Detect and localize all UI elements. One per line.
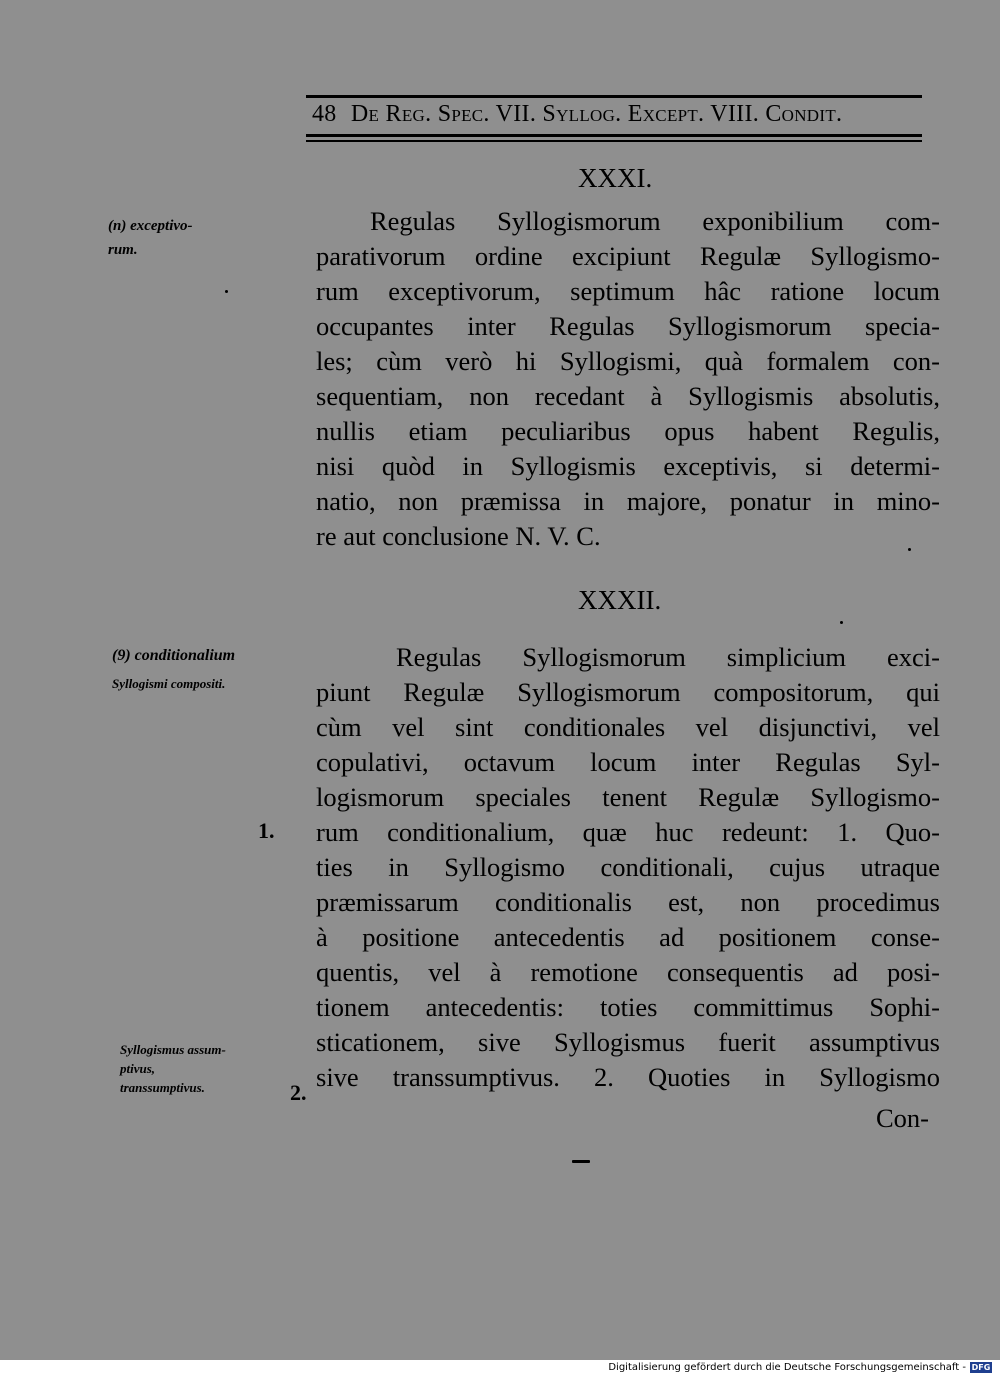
text-line: sticationem, sive Syllogismus fuerit assumptivus [316, 1027, 940, 1057]
margin-number-1: 1. [258, 818, 275, 843]
text-line: sequentiam, non recedant à Syllogismis absolutis, [316, 381, 940, 411]
header-rule-bottom-2 [306, 140, 922, 142]
ink-speck [840, 621, 843, 624]
margin-note-assumptivus [120, 1040, 226, 1097]
margin-note-line: (9) conditionalium [112, 647, 236, 664]
margin-note-line: transsumptivus. [120, 1080, 205, 1095]
text-line: natio, non præmissa in majore, ponatur in mino- [316, 486, 940, 516]
margin-note-line: ptivus, [120, 1061, 156, 1076]
text-line: logismorum speciales tenent Regulæ Syllogismo- [316, 782, 940, 812]
text-line: parativorum ordine excipiunt Regulæ Syllogismo- [316, 241, 940, 271]
text-line: rum conditionalium, quæ huc redeunt: 1. Quo- [316, 817, 940, 847]
margin-note-line: (n) exceptivo- [108, 218, 193, 234]
ink-speck [572, 1160, 590, 1163]
text-line: sive transsumptivus. 2. Quoties in Syllogismo [316, 1062, 940, 1092]
text-line: copulativi, octavum locum inter Regulas Syl- [316, 747, 940, 777]
text-line: ties in Syllogismo conditionali, cujus utraque [316, 852, 940, 882]
catchword: Con- [876, 1103, 929, 1133]
header-rule-bottom [306, 134, 922, 137]
text-line: cùm vel sint conditionales vel disjunctivi, vel [316, 712, 940, 742]
margin-number-2: 2. [290, 1080, 307, 1105]
ink-speck [908, 548, 911, 551]
page-number: 48 [312, 101, 337, 127]
paragraph-xxxii [316, 640, 940, 1095]
text-line: à positione antecedentis ad positionem conse- [316, 922, 940, 952]
header-rule-top [306, 95, 922, 98]
section-heading-xxxi: XXXI. [578, 163, 653, 193]
paragraph-xxxi [316, 204, 940, 554]
text-line: præmissarum conditionalis est, non procedimus [316, 887, 940, 917]
margin-note-exceptivorum [108, 217, 193, 259]
text-line: quentis, vel à remotione consequentis ad posi- [316, 957, 940, 987]
digitization-credit: Digitalisierung gefördert durch die Deutsche Forschungsgemeinschaft - [608, 1362, 966, 1373]
section-heading-xxxii: XXXII. [578, 585, 662, 615]
text-line: nullis etiam peculiaribus opus habent Regulis, [316, 416, 940, 446]
text-line: occupantes inter Regulas Syllogismorum specia- [316, 311, 940, 341]
margin-note-line: rum. [108, 242, 138, 258]
margin-note-conditionalium [112, 647, 235, 693]
text-line: les; cùm verò hi Syllogismi, quà formalem con- [316, 346, 940, 376]
running-header [312, 101, 922, 128]
ink-speck [225, 290, 228, 293]
text-line: Regulas Syllogismorum simplicium exci- [396, 642, 940, 672]
margin-note-line: Syllogismus assum- [120, 1042, 226, 1057]
text-line: re aut conclusione N. V. C. [316, 521, 601, 551]
text-line: rum exceptivorum, septimum hâc ratione locum [316, 276, 940, 306]
running-title: De Reg. Spec. VII. Syllog. Except. VIII. Condit. [350, 101, 843, 127]
text-line: piunt Regulæ Syllogismorum compositorum, qui [316, 677, 940, 707]
text-line: Regulas Syllogismorum exponibilium com- [370, 206, 940, 236]
dfg-logo: DFG [971, 1363, 991, 1372]
margin-note-line: Syllogismi compositi. [112, 676, 226, 691]
text-line: nisi quòd in Syllogismis exceptivis, si determi- [316, 451, 940, 481]
text-line: tionem antecedentis: toties committimus Sophi- [316, 992, 940, 1022]
